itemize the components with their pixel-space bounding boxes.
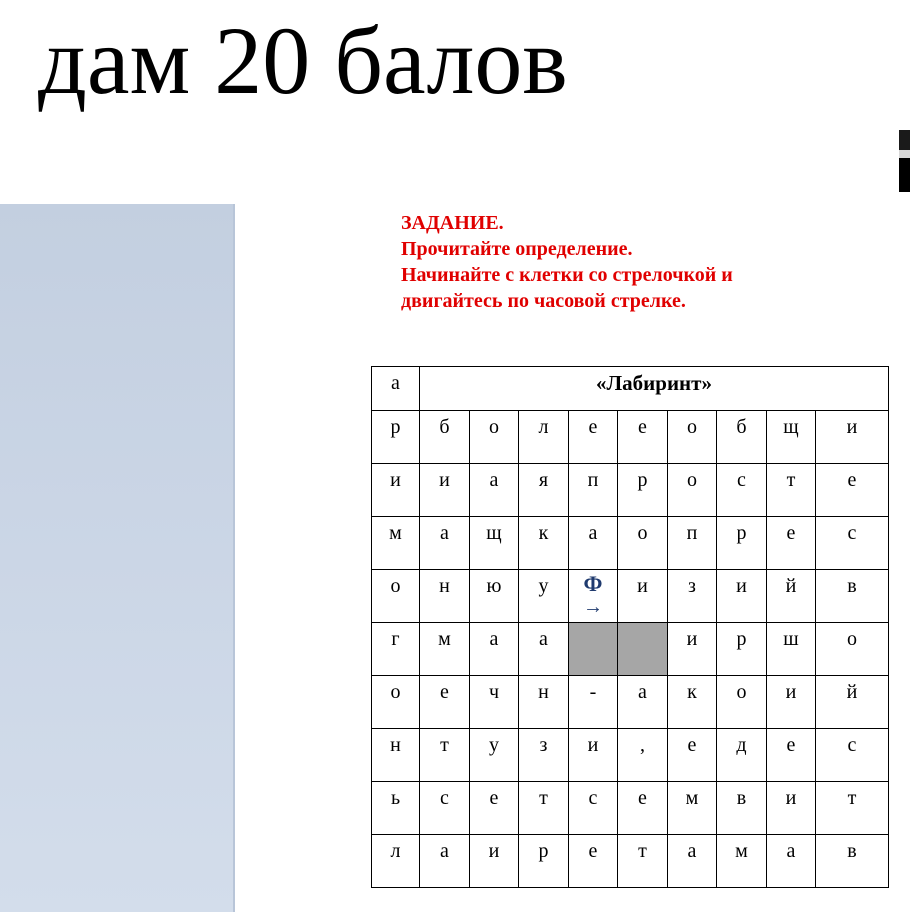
- maze-cell: н: [420, 570, 470, 623]
- maze-cell: а: [569, 517, 618, 570]
- maze-cell: о: [816, 623, 889, 676]
- maze-cell: м: [717, 835, 767, 888]
- maze-cell: щ: [767, 411, 816, 464]
- maze-cell: р: [618, 464, 668, 517]
- maze-cell: а: [668, 835, 717, 888]
- maze-cell: л: [519, 411, 569, 464]
- maze-cell: с: [816, 729, 889, 782]
- maze-cell: о: [668, 411, 717, 464]
- maze-cell: ю: [470, 570, 519, 623]
- maze-cell: а: [420, 517, 470, 570]
- start-letter: Ф: [583, 571, 603, 596]
- maze-cell: и: [618, 570, 668, 623]
- maze-row: [372, 411, 889, 464]
- maze-cell: н: [519, 676, 569, 729]
- maze-cell: с: [420, 782, 470, 835]
- maze-cell: т: [816, 782, 889, 835]
- maze-cell: в: [816, 570, 889, 623]
- maze-row: [372, 517, 889, 570]
- maze-cell: и: [767, 782, 816, 835]
- maze-cell: м: [420, 623, 470, 676]
- maze-cell: р: [372, 411, 420, 464]
- maze-cell: т: [420, 729, 470, 782]
- maze-cell: к: [668, 676, 717, 729]
- maze-cell: т: [519, 782, 569, 835]
- maze-row: [372, 464, 889, 517]
- maze-cell: ь: [372, 782, 420, 835]
- maze-cell: е: [569, 411, 618, 464]
- maze-row: [372, 570, 889, 623]
- maze-cell: б: [420, 411, 470, 464]
- slide-side-panel: [0, 204, 235, 912]
- maze-cell: л: [372, 835, 420, 888]
- maze-cell: р: [717, 517, 767, 570]
- maze-shaded-cell: [569, 623, 618, 676]
- maze-table: [371, 366, 889, 888]
- maze-cell: м: [372, 517, 420, 570]
- maze-start-cell: [569, 570, 618, 623]
- maze-cell: й: [816, 676, 889, 729]
- maze-cell: п: [569, 464, 618, 517]
- maze-cell: с: [816, 517, 889, 570]
- maze-row: [372, 623, 889, 676]
- maze-cell: р: [519, 835, 569, 888]
- maze-cell: е: [767, 729, 816, 782]
- maze-corner-cell: а: [372, 367, 420, 411]
- right-arrow-icon: →: [583, 596, 603, 618]
- maze-cell: о: [618, 517, 668, 570]
- maze-cell: е: [767, 517, 816, 570]
- maze-cell: и: [668, 623, 717, 676]
- maze-cell: т: [618, 835, 668, 888]
- headline: дам 20 балов: [38, 7, 568, 114]
- maze-cell: у: [470, 729, 519, 782]
- maze-cell: и: [420, 464, 470, 517]
- maze-cell: е: [668, 729, 717, 782]
- maze-cell: н: [372, 729, 420, 782]
- maze-cell: к: [519, 517, 569, 570]
- maze-cell: с: [717, 464, 767, 517]
- maze-cell: ч: [470, 676, 519, 729]
- maze-cell: е: [816, 464, 889, 517]
- maze-cell: о: [470, 411, 519, 464]
- maze-cell: р: [717, 623, 767, 676]
- maze-cell: и: [717, 570, 767, 623]
- maze-cell: е: [618, 782, 668, 835]
- maze-cell: а: [470, 464, 519, 517]
- maze-cell: и: [470, 835, 519, 888]
- maze-cell: щ: [470, 517, 519, 570]
- maze-cell: й: [767, 570, 816, 623]
- task-heading: ЗАДАНИЕ.: [401, 212, 504, 234]
- maze-shaded-cell: [618, 623, 668, 676]
- maze-cell: и: [767, 676, 816, 729]
- maze-cell: з: [519, 729, 569, 782]
- maze-row: [372, 782, 889, 835]
- maze-row: [372, 676, 889, 729]
- task-line-3: Начинайте с клетки со стрелочкой и: [401, 264, 733, 286]
- maze-cell: о: [372, 570, 420, 623]
- maze-cell: и: [569, 729, 618, 782]
- maze-cell: а: [470, 623, 519, 676]
- maze-cell: о: [668, 464, 717, 517]
- maze-cell: ,: [618, 729, 668, 782]
- maze-cell: я: [519, 464, 569, 517]
- maze-cell: с: [569, 782, 618, 835]
- maze-cell: а: [767, 835, 816, 888]
- edge-image-fragment: [899, 130, 910, 192]
- maze-cell: а: [519, 623, 569, 676]
- maze-cell: м: [668, 782, 717, 835]
- maze-cell: -: [569, 676, 618, 729]
- maze-row: [372, 729, 889, 782]
- task-line-4: двигайтесь по часовой стрелке.: [401, 290, 686, 312]
- maze-row: [372, 835, 889, 888]
- maze-cell: е: [569, 835, 618, 888]
- maze-cell: о: [372, 676, 420, 729]
- maze-cell: е: [618, 411, 668, 464]
- maze-cell: в: [816, 835, 889, 888]
- maze-cell: а: [420, 835, 470, 888]
- task-instructions: [401, 210, 733, 314]
- maze-cell: е: [420, 676, 470, 729]
- maze-cell: ш: [767, 623, 816, 676]
- maze-cell: т: [767, 464, 816, 517]
- maze-cell: п: [668, 517, 717, 570]
- maze-cell: г: [372, 623, 420, 676]
- task-line-2: Прочитайте определение.: [401, 238, 633, 260]
- maze-cell: о: [717, 676, 767, 729]
- maze-cell: з: [668, 570, 717, 623]
- maze-cell: а: [618, 676, 668, 729]
- maze-cell: д: [717, 729, 767, 782]
- maze-title: «Лабиринт»: [420, 367, 889, 411]
- maze-cell: б: [717, 411, 767, 464]
- maze-cell: е: [470, 782, 519, 835]
- maze-cell: и: [372, 464, 420, 517]
- maze-cell: и: [816, 411, 889, 464]
- maze-cell: у: [519, 570, 569, 623]
- maze-cell: в: [717, 782, 767, 835]
